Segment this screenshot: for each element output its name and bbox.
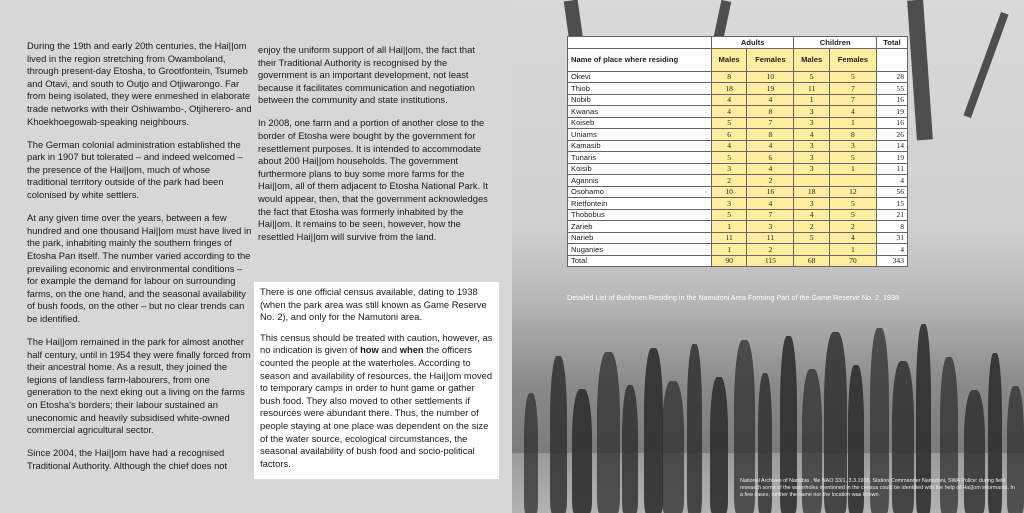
- text-run: This census should be treated with caution, however, as no indication is given of: [260, 331, 493, 356]
- header-adults: Adults: [711, 37, 794, 49]
- count-cell: 4: [829, 232, 876, 244]
- count-cell: 11: [711, 232, 746, 244]
- place-cell: Okevi: [568, 71, 712, 83]
- count-cell: 5: [794, 71, 829, 83]
- count-cell: 5: [829, 71, 876, 83]
- count-cell: 5: [829, 198, 876, 210]
- text-run: and: [378, 344, 400, 356]
- total-cell: 16: [876, 94, 907, 106]
- count-cell: 3: [794, 140, 829, 152]
- count-cell: 4: [794, 209, 829, 221]
- count-cell: 4: [747, 198, 794, 210]
- census-paragraph: There is one official census available, dating to 1938 (when the park area was still known as Game Reserve No. 2), and only for the Namutoni area.: [260, 286, 487, 323]
- census-table: [567, 36, 908, 267]
- count-cell: 1: [711, 244, 746, 256]
- place-cell: Agannis: [568, 175, 712, 187]
- count-cell: 7: [829, 83, 876, 95]
- place-cell: Nuganies: [568, 244, 712, 256]
- count-cell: 4: [711, 94, 746, 106]
- count-cell: 8: [829, 129, 876, 141]
- total-cell: 56: [876, 186, 907, 198]
- count-cell: 4: [747, 140, 794, 152]
- count-cell: 18: [794, 186, 829, 198]
- count-cell: 10: [747, 71, 794, 83]
- total-cell: 11: [876, 163, 907, 175]
- count-cell: 3: [829, 140, 876, 152]
- place-cell: Kwanas: [568, 106, 712, 118]
- header-total: Total: [876, 37, 907, 49]
- total-cell: 19: [876, 106, 907, 118]
- corner-cell: [568, 37, 712, 49]
- count-cell: 18: [711, 83, 746, 95]
- header-place: Name of place where residing: [568, 48, 712, 71]
- paragraph: The Hai||om remained in the park for almost another half century, until in 1954 they were finally forced from their ancestral home. As a result, they joined the legions of landless farm-labourers, from one generation to the next eking out a living on the farms on Etosha's borders; their labour sustained an uneconomic and heavily subsidised white-owned commercial agricultural sector.: [27, 335, 251, 436]
- count-cell: 3: [747, 221, 794, 233]
- place-cell: Uniams: [568, 129, 712, 141]
- total-cell: 19: [876, 152, 907, 164]
- count-cell: [794, 244, 829, 256]
- count-cell: 10: [711, 186, 746, 198]
- count-cell: 5: [829, 152, 876, 164]
- emphasis-when: when: [399, 344, 424, 356]
- count-cell: 3: [711, 198, 746, 210]
- count-cell: 2: [747, 175, 794, 187]
- count-cell: 1: [711, 221, 746, 233]
- table-row: [568, 163, 908, 175]
- header-children: Children: [794, 37, 877, 49]
- count-cell: 4: [794, 129, 829, 141]
- text-column-2: [258, 44, 495, 254]
- census-paragraph-caution: [260, 332, 493, 471]
- table-row: [568, 186, 908, 198]
- count-cell: 8: [747, 106, 794, 118]
- paragraph: enjoy the uniform support of all Hai||om, the fact that their Traditional Authority is recognised by the government is an important development, not least because it facilitates communication and negotiation between the community and state institutions.: [258, 44, 475, 106]
- count-cell: 2: [747, 244, 794, 256]
- header-blank: [876, 48, 907, 71]
- count-cell: 3: [794, 163, 829, 175]
- count-cell: 7: [829, 94, 876, 106]
- count-cell: 4: [711, 106, 746, 118]
- table-row: [568, 175, 908, 187]
- count-cell: 1: [829, 244, 876, 256]
- table-row: [568, 94, 908, 106]
- paragraph: Since 2004, the Hai||om have had a recognised Traditional Authority. Although the chief does not: [27, 447, 228, 471]
- place-cell: Thobobus: [568, 209, 712, 221]
- total-cell: 55: [876, 83, 907, 95]
- total-cell: 28: [876, 71, 907, 83]
- count-cell: 11: [794, 83, 829, 95]
- header-males: Males: [711, 48, 746, 71]
- paragraph: In 2008, one farm and a portion of another close to the border of Etosha were bought by the government for resettlement purposes. It is intended to accommodate about 200 Hai||om households. The government furthermore plans to buy some more farms for the Hai||om, all of them adjacent to Etosha National Park. It would appear, then, that the government acknowledges the fact that Etosha was formerly inhabited by the Hai||om. It remains to be seen, however, how the resettled Hai||om will survive from the land.: [258, 117, 488, 242]
- table-row: [568, 71, 908, 83]
- place-cell: Thiob: [568, 83, 712, 95]
- count-cell: 7: [747, 117, 794, 129]
- paragraph: The German colonial administration established the park in 1907 but tolerated – and indeed welcomed – the presence of the Hai||om, much of whose traditional territory outside of the park had been colonised by white settlers.: [27, 138, 243, 201]
- place-cell: Tunaris: [568, 152, 712, 164]
- place-cell: Zarieb: [568, 221, 712, 233]
- count-cell: 8: [711, 71, 746, 83]
- place-cell: Rietfontein: [568, 198, 712, 210]
- count-cell: 4: [747, 94, 794, 106]
- count-cell: 68: [794, 255, 829, 267]
- total-cell: 4: [876, 175, 907, 187]
- total-cell: 15: [876, 198, 907, 210]
- count-cell: 5: [794, 232, 829, 244]
- total-cell: 16: [876, 117, 907, 129]
- table-row: [568, 152, 908, 164]
- count-cell: 2: [829, 221, 876, 233]
- total-cell: 26: [876, 129, 907, 141]
- count-cell: 3: [794, 106, 829, 118]
- count-cell: 11: [747, 232, 794, 244]
- total-cell: 14: [876, 140, 907, 152]
- count-cell: 115: [747, 255, 794, 267]
- count-cell: 5: [711, 209, 746, 221]
- paragraph: During the 19th and early 20th centuries, the Hai||om lived in the region stretching from Owamboland, through present-day Etosha, to Grootfontein, Tsumeb and Otavi, and south to Outjo and Otjiwarongo. Far from being isolated, they were enmeshed in elaborate trade networks with their Oshiwambo-, Otjiherero- and Khoekhoegowab-speaking neighbours.: [27, 40, 252, 127]
- table-row: [568, 140, 908, 152]
- table-row: [568, 129, 908, 141]
- count-cell: 1: [829, 117, 876, 129]
- count-cell: 8: [747, 129, 794, 141]
- count-cell: [829, 175, 876, 187]
- place-cell: Koiseb: [568, 117, 712, 129]
- count-cell: [794, 175, 829, 187]
- count-cell: 12: [829, 186, 876, 198]
- census-table-panel: [567, 36, 908, 267]
- count-cell: 70: [829, 255, 876, 267]
- header-females: Females: [747, 48, 794, 71]
- total-cell: 8: [876, 221, 907, 233]
- count-cell: 3: [794, 198, 829, 210]
- table-body: [568, 71, 908, 267]
- count-cell: 16: [747, 186, 794, 198]
- table-row: [568, 244, 908, 256]
- count-cell: 5: [829, 209, 876, 221]
- place-cell: Koisib: [568, 163, 712, 175]
- table-row: [568, 106, 908, 118]
- place-cell: Kamasib: [568, 140, 712, 152]
- photo-credit: National Archives of Namibia , file NAO 33/1, 3.3.1938, Station Commander Namutoni, SWA Police: during field research some of the waterholes mentioned in the census could be identified with the help of Hai||om informants. In a few cases, neither the name nor the location was known.: [740, 478, 1015, 498]
- count-cell: 6: [711, 129, 746, 141]
- emphasis-how: how: [360, 344, 379, 356]
- count-cell: 1: [794, 94, 829, 106]
- table-row: [568, 232, 908, 244]
- count-cell: 5: [711, 152, 746, 164]
- count-cell: 1: [829, 163, 876, 175]
- count-cell: 6: [747, 152, 794, 164]
- total-cell: 4: [876, 244, 907, 256]
- text-column-1: [27, 40, 253, 483]
- count-cell: 4: [747, 163, 794, 175]
- place-cell: Narieb: [568, 232, 712, 244]
- place-cell: Nobib: [568, 94, 712, 106]
- table-caption: Detailed List of Bushmen Residing in the Namutoni Area Forming Part of the Game Reserve No. 2, 1938: [567, 293, 899, 302]
- count-cell: 3: [711, 163, 746, 175]
- count-cell: 3: [794, 152, 829, 164]
- count-cell: 90: [711, 255, 746, 267]
- total-cell: 21: [876, 209, 907, 221]
- header-females: Females: [829, 48, 876, 71]
- count-cell: 7: [747, 209, 794, 221]
- count-cell: 2: [711, 175, 746, 187]
- place-cell: Total: [568, 255, 712, 267]
- table-row: [568, 117, 908, 129]
- text-run: the officers counted the people at the waterholes. According to season and availability of resources, the Hai||om moved to temporary camps in order to hunt game or gather bush food. They also moved to other settlements if resources were abundant there. Thus, the number of people staying at one place was dependent on the size of the water source, ecological circumstances, the seasonal availability of bush food and socio-political factors.: [260, 344, 493, 469]
- count-cell: 3: [794, 117, 829, 129]
- paragraph: At any given time over the years, between a few hundred and one thousand Hai||om must have lived in the park, inhabiting mainly the southern fringes of Etosha Pan itself. The number varied according to the prevailing economic and environmental conditions – for example the demand for labour on surrounding farms, on the one hand, and the seasonal availability of bush foods, on the other – but no clear trends can be identified.: [27, 212, 252, 324]
- place-cell: Osohamo: [568, 186, 712, 198]
- census-note-box: [254, 282, 499, 479]
- table-row: [568, 209, 908, 221]
- count-cell: 2: [794, 221, 829, 233]
- total-cell: 31: [876, 232, 907, 244]
- count-cell: 19: [747, 83, 794, 95]
- table-row: [568, 255, 908, 267]
- count-cell: 4: [711, 140, 746, 152]
- table-row: [568, 198, 908, 210]
- table-row: [568, 221, 908, 233]
- header-males: Males: [794, 48, 829, 71]
- count-cell: 5: [711, 117, 746, 129]
- total-cell: 343: [876, 255, 907, 267]
- count-cell: 4: [829, 106, 876, 118]
- table-row: [568, 83, 908, 95]
